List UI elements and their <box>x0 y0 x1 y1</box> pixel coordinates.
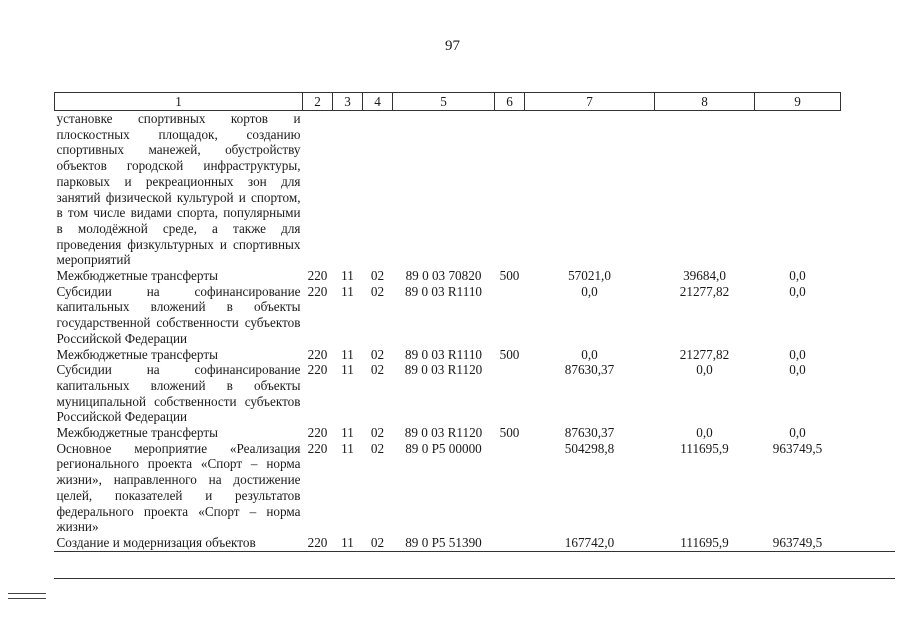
code-4-cell: 02 <box>370 283 385 299</box>
code-3-cell: 11 <box>341 425 354 441</box>
budget-table <box>54 92 841 551</box>
value-9-cell: 0,0 <box>789 268 806 284</box>
code-3-cell: 11 <box>341 283 354 299</box>
code-2-cell: 220 <box>307 346 328 362</box>
code-6-cell <box>495 284 525 347</box>
header-cell: 7 <box>525 93 655 111</box>
value-7-cell: 504298,8 <box>564 440 615 456</box>
code-2-cell: 220 <box>307 283 328 299</box>
value-9-cell: 0,0 <box>789 283 806 299</box>
value-9-cell: 963749,5 <box>772 534 823 550</box>
value-7-cell: 57021,0 <box>568 268 611 284</box>
scan-line <box>54 578 895 579</box>
code-6-cell: 500 <box>499 268 520 284</box>
code-3-cell: 11 <box>341 534 354 550</box>
description-cell: Субсидии на софинансирование капитальных вложений в объекты государственной собственности субъектов Российской Федерации <box>56 283 301 346</box>
value-8-cell: 111695,9 <box>680 534 729 550</box>
header-cell: 5 <box>393 93 495 111</box>
description-cell: Межбюджетные трансферты <box>56 268 218 284</box>
value-8-cell: 39684,0 <box>683 268 726 284</box>
value-8-cell: 111695,9 <box>680 440 729 456</box>
code-4-cell: 02 <box>370 534 385 550</box>
table-row <box>55 441 841 535</box>
scan-dash <box>8 598 46 599</box>
page-number: 97 <box>445 38 460 54</box>
code-2-cell: 220 <box>307 534 328 550</box>
code-5-cell: 89 0 03 R1120 <box>404 425 483 441</box>
value-8-cell: 0,0 <box>696 425 713 441</box>
table-row <box>55 535 841 551</box>
code-3-cell: 11 <box>341 346 354 362</box>
value-7-cell: 87630,37 <box>564 425 615 441</box>
description-cell: Создание и модернизация объектов <box>56 534 256 550</box>
header-cell: 1 <box>55 93 303 111</box>
table-row <box>55 111 841 269</box>
value-8-cell: 21277,82 <box>679 346 730 362</box>
code-4-cell: 02 <box>370 440 385 456</box>
code-5-cell: 89 0 03 R1110 <box>404 346 483 362</box>
code-5-cell: 89 0 03 R1110 <box>404 283 483 299</box>
table-row <box>55 425 841 441</box>
code-4-cell: 02 <box>370 425 385 441</box>
code-4-cell: 02 <box>370 346 385 362</box>
value-9-cell: 0,0 <box>789 362 806 378</box>
code-4-cell: 02 <box>370 268 385 284</box>
description-cell: Межбюджетные трансферты <box>56 346 218 362</box>
code-5-cell: 89 0 P5 00000 <box>405 440 482 456</box>
table-row <box>55 362 841 425</box>
code-5-cell: 89 0 03 R1120 <box>404 362 483 378</box>
code-2-cell: 220 <box>307 362 328 378</box>
code-6-cell: 500 <box>499 346 520 362</box>
value-7-cell: 0,0 <box>581 283 598 299</box>
code-2-cell <box>303 111 333 269</box>
header-cell: 3 <box>333 93 363 111</box>
code-3-cell: 11 <box>341 362 354 378</box>
value-8-cell: 21277,82 <box>679 283 730 299</box>
value-9-cell: 0,0 <box>789 346 806 362</box>
code-6-cell <box>495 441 525 535</box>
code-2-cell: 220 <box>307 440 328 456</box>
code-3-cell: 11 <box>341 440 354 456</box>
description-cell: Межбюджетные трансферты <box>56 425 218 441</box>
code-6-cell <box>495 111 525 269</box>
value-8-cell: 0,0 <box>696 362 713 378</box>
code-6-cell <box>495 535 525 551</box>
value-9-cell: 0,0 <box>789 425 806 441</box>
code-4-cell <box>363 111 393 269</box>
value-7-cell: 87630,37 <box>564 362 615 378</box>
scan-dash <box>8 593 46 594</box>
table-row <box>55 284 841 347</box>
value-7-cell: 167742,0 <box>564 534 615 550</box>
value-9-cell <box>755 111 841 269</box>
header-cell: 8 <box>655 93 755 111</box>
scan-line <box>54 551 895 552</box>
header-cell: 6 <box>495 93 525 111</box>
code-6-cell <box>495 362 525 425</box>
table-header-row <box>55 93 841 111</box>
code-5-cell <box>393 111 495 269</box>
table-row <box>55 268 841 284</box>
code-3-cell: 11 <box>341 268 354 284</box>
header-cell: 4 <box>363 93 393 111</box>
description-cell: Основное мероприятие «Реализация регионального проекта «Спорт – норма жизни», направленного на достижение целей, показателей и результатов федерального проекта «Спорт – норма жизни» <box>56 440 301 535</box>
code-2-cell: 220 <box>307 425 328 441</box>
description-cell: Субсидии на софинансирование капитальных вложений в объекты муниципальной собственности субъектов Российской Федерации <box>56 362 301 425</box>
code-4-cell: 02 <box>370 362 385 378</box>
header-cell: 2 <box>303 93 333 111</box>
description-cell: установке спортивных кортов и плоскостных площадок, созданию спортивных манежей, обустройству объектов городской инфраструктуры, парковых и рекреационных зон для занятий физической культурой и спортом, в том числе видами спорта, популярными в молодёжной среде, а также для проведения физкультурных и спортивных мероприятий <box>56 111 301 268</box>
value-7-cell <box>525 111 655 269</box>
header-cell: 9 <box>755 93 841 111</box>
value-7-cell: 0,0 <box>581 346 598 362</box>
value-8-cell <box>655 111 755 269</box>
code-5-cell: 89 0 03 70820 <box>405 268 482 284</box>
value-9-cell: 963749,5 <box>772 440 823 456</box>
code-6-cell: 500 <box>499 425 520 441</box>
code-3-cell <box>333 111 363 269</box>
table-row <box>55 347 841 363</box>
code-5-cell: 89 0 P5 51390 <box>405 534 482 550</box>
code-2-cell: 220 <box>307 268 328 284</box>
